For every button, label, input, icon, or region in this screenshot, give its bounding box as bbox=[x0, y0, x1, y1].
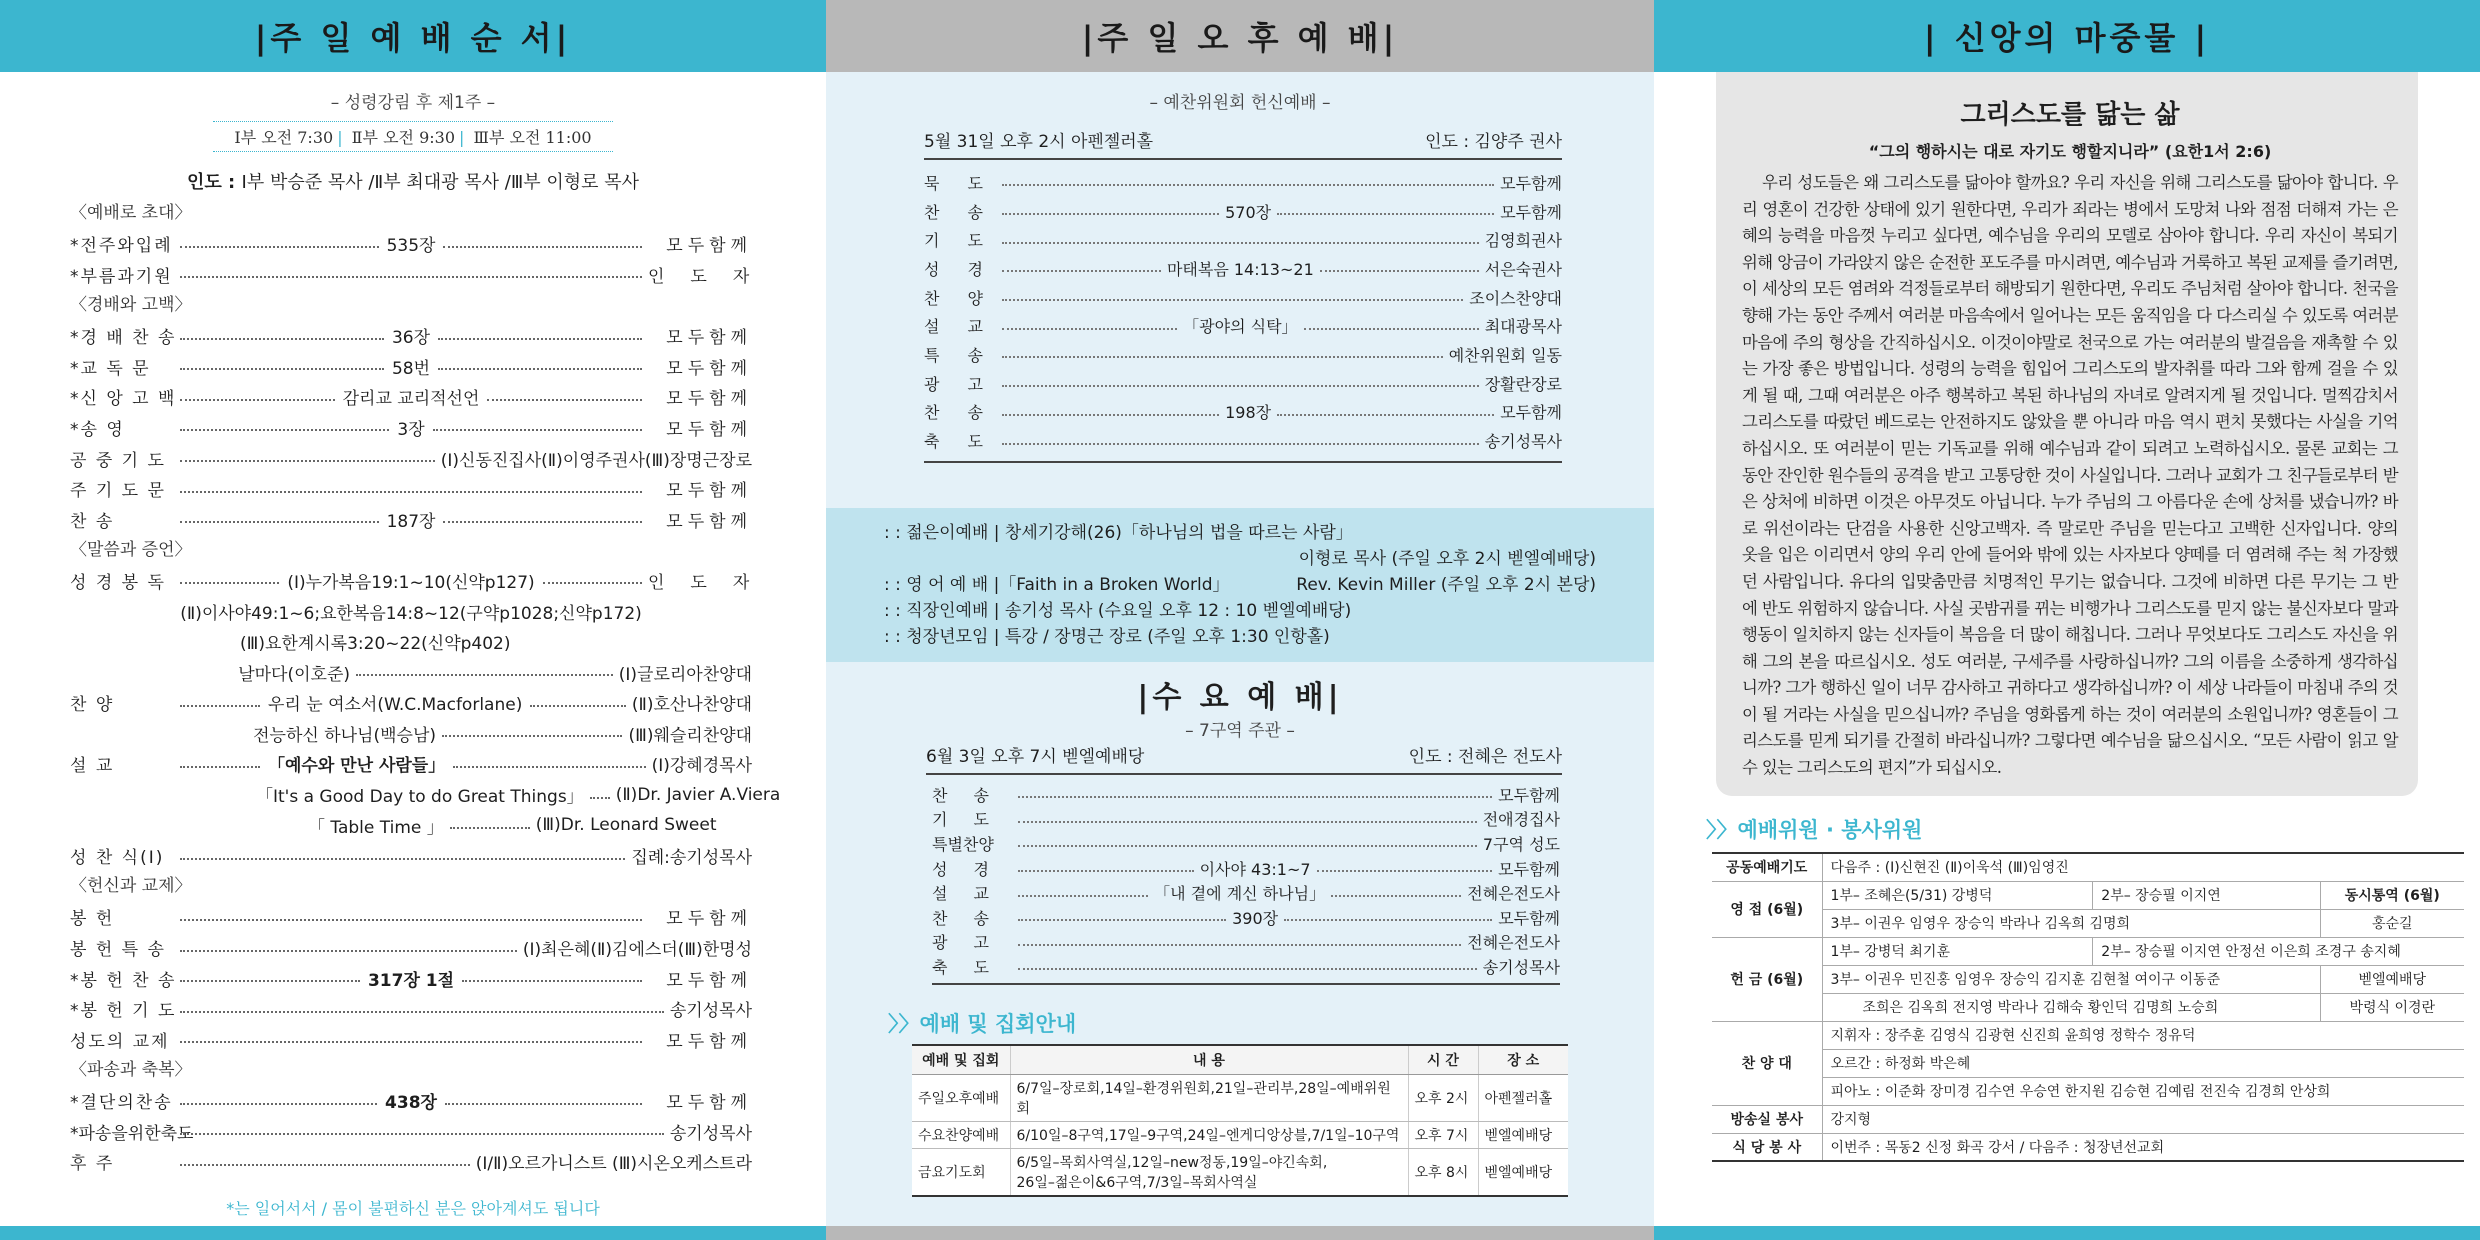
english-service-line: : : 영 어 예 배 |「Faith in a Broken World」 Rev. Kevin Miller (주일 오후 2시 본당) bbox=[884, 575, 1596, 595]
leaders-label: 인도 : bbox=[187, 172, 236, 193]
worship-order-column bbox=[0, 0, 826, 1240]
gathering-table bbox=[912, 1044, 1568, 1197]
afternoon-meta bbox=[924, 127, 1562, 160]
order-row: 봉 헌 특 송 (Ⅰ)최은혜(Ⅱ)김에스더(Ⅲ)한명성 bbox=[70, 940, 752, 961]
order-row: *봉 헌 찬 송 317장 1절 모두함께 bbox=[70, 970, 753, 991]
section-heading: 〈헌신과 교제〉 bbox=[70, 876, 192, 897]
footer-bar bbox=[0, 1226, 826, 1240]
service-time-2: Ⅱ부 오전 9:30 bbox=[351, 128, 456, 147]
afternoon-row: 기도 김영희권사 bbox=[924, 231, 1562, 251]
service-times: Ⅰ부 오전 7:30 | Ⅱ부 오전 9:30 | Ⅲ부 오전 11:00 bbox=[213, 121, 613, 152]
youth-service-line: : : 젊은이예배 | 창세기강해(26)「하나님의 법을 따르는 사람」 bbox=[884, 523, 1353, 543]
service-time-1: Ⅰ부 오전 7:30 bbox=[234, 128, 334, 147]
afternoon-worship-column bbox=[826, 0, 1654, 1240]
devotional-body: 우리 성도들은 왜 그리스도를 닮아야 할까요? 우리 자신을 위해 그리스도를 닮아야 합니다. 우리 영혼이 건강한 상태에 있기 원한다면, 우리가 죄라는 병에서 도망쳐 나와 점점 더해져 가는 은혜의 능력을 마음껏 누리고 싶다면, 예수님을 우리의 모델로 삼아야 합니다. 우리 자신이 복되기 위해 앙금이 가라앉지 않은 순전한 포도주를 마시려면, 예수님과 거룩하고 복된 교제를 즐기려면, 이 세상의 모든 염려와 걱정들로부터 해방되기 원한다면, 우리도 주님처럼 살아야 합니다. 천국을 향해 가는 동안 주께서 여러분 마음속에서 일어나는 모든 움직임을 다 다스리실 수 있도록 여러분 마음에 주의 형상을 간직하십시오. 이것이야말로 천국으로 가는 여러분의 발걸음을 재촉할 수 있는 가장 좋은 방법입니다. 성령의 능력을 힘입어 그리스도의 발자취를 따라 그와 함께 걸을 수 있게 될 때, 그때 여러분은 아주 행복하고 복된 하나님의 자녀로 알려지게 될 것입니다. 멀찍감치서 그리스도를 따랐던 베드로는 안전하지도 않았을 뿐 아니라 마음 역시 편치 못했다는 사실을 기억하십시오. 또 여러분이 믿는 기독교를 위해 예수님과 같이 되려고 노력하십시오. 물론 교회는 그 동안 잔인한 원수들의 공격을 받고 고통당한 것이 사실입니다. 그러나 교회가 그 친구들로부터 받은 상처에 비하면 이것은 아무것도 아닙니다. 누가 주님의 그 아름다운 손에 상처를 냈습니까? 바로 위선이라는 단검을 사용한 신앙고백자. 즉 말로만 주님을 믿는다고 고백한 신자입니다. 양의 옷을 입은 이리면서 양의 우리 안에 들어와 밖에 있는 사자보다 양떼를 더 염려해 주는 척 가장했던 사람입니다. 유다의 입맞춤만큼 치명적인 무기는 없습니다. 그것에 비하면 다른 무기는 그 반에 반도 위험하지 않습니다. 사실 곳밤귀를 뀌는 비행가나 그리스도를 믿지 않는 불신자보다 말과 행동이 일치하지 않는 신자들이 복음을 더 많이 해칩니다. 그러나 무엇보다도 그리스도 자신을 위해 그의 본을 따르십시오. 성도 여러분, 구세주를 사랑하십니까? 그의 이름을 소중하게 생각하십니까? 그가 행하신 일이 너무 감사하고 귀하다고 생각하십니까? 이 세상 나라들이 마침내 주의 것이 될 거라는 사실을 믿으십니까? 주님을 영화롭게 하는 것이 여러분의 소원입니까? 영혼들이 그리스도를 믿게 되기를 간절히 바라십니까? 그렇다면 예수님을 닮으십시오. “모든 사람이 읽고 알 수 있는 그리스도의 편지”가 되십시오. bbox=[1742, 173, 2398, 778]
afternoon-row: 찬송 570장 모두함께 bbox=[924, 202, 1563, 222]
afternoon-date: 5월 31일 오후 2시 아펜젤러홀 bbox=[924, 132, 1154, 152]
workers-service-line: : : 직장인예배 | 송기성 목사 (수요일 오후 12 : 10 벧엘예배당) bbox=[884, 601, 1352, 621]
devotional-box bbox=[1716, 72, 2418, 796]
afternoon-row: 찬양 조이스찬양대 bbox=[924, 288, 1562, 308]
order-row: *부름과기원 인도자 bbox=[70, 266, 776, 287]
table-row: 공동예배기도 다음주 : (Ⅰ)신현진 (Ⅱ)이욱석 (Ⅲ)임영진 bbox=[1712, 853, 2464, 881]
faith-column bbox=[1654, 0, 2480, 1240]
order-row: *교 독 문 58번 모두함께 bbox=[70, 358, 752, 379]
volunteers-table bbox=[1712, 852, 2464, 1162]
faith-header: | 신앙의 마중물 | bbox=[1654, 0, 2480, 72]
wednesday-row: 찬송 모두함께 bbox=[932, 785, 1560, 805]
order-row: 「 Table Time 」 (Ⅲ)Dr. Leonard Sweet bbox=[308, 815, 717, 838]
table-row: 3부– 이권우 민진홍 임영우 장승익 김지훈 김현철 여이구 이동준 벧엘예배당 bbox=[1712, 965, 2464, 993]
worship-order-list bbox=[70, 198, 781, 1177]
table-row: 식 당 봉 사 이번주 : 목동2 신정 화곡 강서 / 다음주 : 청장년선교회 bbox=[1712, 1133, 2464, 1161]
order-row: *전주와입례 535장 모두함께 bbox=[70, 236, 752, 257]
afternoon-row: 광고 장활란장로 bbox=[924, 374, 1562, 394]
wednesday-row: 광고 전혜은전도사 bbox=[932, 933, 1560, 953]
section-heading: 〈말씀과 증언〉 bbox=[70, 539, 192, 560]
devotional-verse: “그의 행하시는 대로 자기도 행할지니라” (요한1서 2:6) bbox=[1868, 142, 2272, 161]
afternoon-row: 묵도 모두함께 bbox=[924, 173, 1562, 193]
order-row: 전능하신 하나님(백승남) (Ⅲ)웨슬리찬양대 bbox=[253, 725, 752, 746]
order-row: 설 교 「예수와 만난 사람들」 (Ⅰ)강혜경목사 bbox=[70, 756, 752, 777]
wednesday-row: 기도 전애경집사 bbox=[932, 810, 1560, 830]
order-row: *송 영 3장 모두함께 bbox=[70, 419, 752, 440]
wednesday-leader: 인도 : 전혜은 전도사 bbox=[1408, 747, 1562, 767]
order-row: 날마다(이호준) (Ⅰ)글로리아찬양대 bbox=[238, 664, 752, 685]
leaders-names: Ⅰ부 박승준 목사 /Ⅱ부 최대광 목사 /Ⅲ부 이형로 목사 bbox=[241, 172, 639, 193]
order-row: 찬 양 우리 눈 여소서(W.C.Macforlane) (Ⅱ)호산나찬양대 bbox=[70, 695, 752, 716]
standing-note: *는 일어서서 / 몸이 불편하신 분은 앉아계셔도 됩니다 bbox=[226, 1199, 600, 1218]
order-row: 공 중 기 도 (Ⅰ)신동진집사(Ⅱ)이영주권사(Ⅲ)장명근장로 bbox=[70, 450, 752, 471]
order-row: 성 찬 식(Ⅰ) 집례:송기성목사 bbox=[70, 848, 752, 869]
order-row: 찬 송 187장 모두함께 bbox=[70, 511, 752, 532]
table-row: 3부– 이권우 임영우 장승익 박라나 김옥희 김명희 홍순길 bbox=[1712, 909, 2464, 937]
wednesday-order-list bbox=[932, 782, 1560, 985]
table-row: 금요기도회 6/5일–목회사역실,12일–new정동,19일–야긴속회, 26일–젊은이&6구역,7/3일–목회사역실 오후 8시 벧엘예배당 bbox=[912, 1149, 1568, 1197]
other-services-band bbox=[826, 508, 1654, 662]
order-row: 성도의 교제 모두함께 bbox=[70, 1031, 752, 1052]
wednesday-worship-header: |수 요 예 배| bbox=[1137, 680, 1343, 715]
wednesday-meta bbox=[926, 742, 1562, 775]
order-row: 주 기 도 문 모두함께 bbox=[70, 481, 752, 502]
footer-bar bbox=[826, 1226, 1654, 1240]
wednesday-row: 성경 이사야 43:1~7 모두함께 bbox=[932, 859, 1560, 879]
afternoon-row: 성경 마태복음 14:13~21 서은숙권사 bbox=[924, 259, 1563, 279]
table-row: 방송실 봉사 강지형 bbox=[1712, 1105, 2464, 1133]
wednesday-row: 축도 송기성목사 bbox=[932, 957, 1560, 977]
afternoon-row: 축도 송기성목사 bbox=[924, 432, 1562, 452]
wednesday-row: 설교 「내 곁에 계신 하나님」 전혜은전도사 bbox=[932, 884, 1560, 904]
table-row: 찬 양 대 지휘자 : 장주훈 김영식 김광현 신진희 윤희영 정학수 정유덕 bbox=[1712, 1021, 2464, 1049]
service-time-3: Ⅲ부 오전 11:00 bbox=[473, 128, 592, 147]
footer-bar bbox=[1654, 1226, 2480, 1240]
order-row: (Ⅱ)이사야49:1~6;요한복음14:8~12(구약p1028;신약p172) bbox=[180, 603, 642, 624]
order-row: (Ⅲ)요한계시록3:20~22(신약p402) bbox=[240, 634, 511, 655]
wednesday-row: 찬송 390장 모두함께 bbox=[932, 908, 1561, 928]
volunteers-title: 〉〉예배위원 · 봉사위원 bbox=[1706, 818, 1923, 842]
order-row: *경 배 찬 송 36장 모두함께 bbox=[70, 328, 752, 349]
youth-service-detail: 이형로 목사 (주일 오후 2시 벧엘예배당) bbox=[1298, 549, 1596, 569]
table-row: 헌 금 (6월) 1부– 강병덕 최기훈 2부– 장승필 이지연 안정선 이은희 조경구 송지혜 bbox=[1712, 937, 2464, 965]
afternoon-leader: 인도 : 김양주 권사 bbox=[1425, 132, 1562, 152]
wednesday-row: 특별찬양 7구역 성도 bbox=[932, 834, 1560, 854]
order-row: *파송을위한축도 송기성목사 bbox=[70, 1123, 752, 1144]
wednesday-subtitle: – 7구역 주관 – bbox=[1185, 721, 1295, 741]
order-row: *신 앙 고 백 감리교 교리적선언 모두함께 bbox=[70, 389, 752, 410]
section-heading: 〈경배와 고백〉 bbox=[70, 294, 192, 315]
afternoon-row: 찬송 198장 모두함께 bbox=[924, 403, 1563, 423]
order-row: 봉 헌 모두함께 bbox=[70, 909, 752, 930]
worship-order-header: |주 일 예 배 순 서| bbox=[0, 0, 826, 72]
adult-meeting-line: : : 청장년모임 | 특강 / 장명근 장로 (주일 오후 1:30 인항홀) bbox=[884, 627, 1330, 647]
order-row: *결단의찬송 438장 모두함께 bbox=[70, 1093, 753, 1114]
table-row: 피아노 : 이준화 장미경 김수연 우승연 한지원 김승현 김예림 전진숙 김경희 안상희 bbox=[1712, 1077, 2464, 1105]
section-heading: 〈파송과 축복〉 bbox=[70, 1059, 192, 1080]
afternoon-subtitle: – 예찬위원회 헌신예배 – bbox=[1149, 93, 1331, 113]
section-heading: 〈예배로 초대〉 bbox=[70, 203, 192, 223]
table-header-row: 예배 및 집회 내 용 시 간 장 소 bbox=[912, 1045, 1568, 1075]
afternoon-order-list bbox=[924, 168, 1562, 463]
worship-subtitle: – 성령강림 후 제1주 – bbox=[330, 93, 496, 113]
afternoon-worship-header: |주 일 오 후 예 배| bbox=[826, 0, 1654, 72]
afternoon-row: 설교 「광야의 식탁」 최대광목사 bbox=[924, 317, 1562, 337]
leaders-line bbox=[0, 168, 826, 194]
table-row: 오르간 : 하정화 박은혜 bbox=[1712, 1049, 2464, 1077]
order-row: *봉 헌 기 도 송기성목사 bbox=[70, 1001, 752, 1022]
afternoon-row: 특송 예찬위원회 일동 bbox=[924, 345, 1562, 365]
order-row: 「It's a Good Day to do Great Things」 (Ⅱ)Dr. Javier A.Viera bbox=[256, 784, 781, 808]
gathering-info-title: 〉〉예배 및 집회안내 bbox=[888, 1012, 1077, 1036]
table-row: 수요찬양예배 6/10일–8구역,17일–9구역,24일–엔게디앙상블,7/1일–10구역 오후 7시 벧엘예배당 bbox=[912, 1122, 1568, 1149]
table-row: 주일오후예배 6/7일–장로회,14일–환경위원회,21일–관리부,28일–예배위원회 오후 2시 아펜젤러홀 bbox=[912, 1075, 1568, 1122]
order-row: 성 경 봉 독 (Ⅰ)누가복음19:1~10(신약p127) 인도자 bbox=[70, 572, 776, 593]
devotional-title: 그리스도를 닮는 삶 bbox=[1960, 100, 2180, 130]
table-row: 조희은 김옥희 전지영 박라나 김해숙 황인덕 김명희 노승희 박령식 이경란 bbox=[1712, 993, 2464, 1021]
order-row: 후 주 (Ⅰ/Ⅱ)오르가니스트 (Ⅲ)시온오케스트라 bbox=[70, 1154, 752, 1175]
table-row: 영 접 (6월) 1부– 조혜은(5/31) 강병덕 2부– 장승필 이지연 동시통역 (6월) bbox=[1712, 881, 2464, 909]
wednesday-date: 6월 3일 오후 7시 벧엘예배당 bbox=[926, 747, 1145, 767]
